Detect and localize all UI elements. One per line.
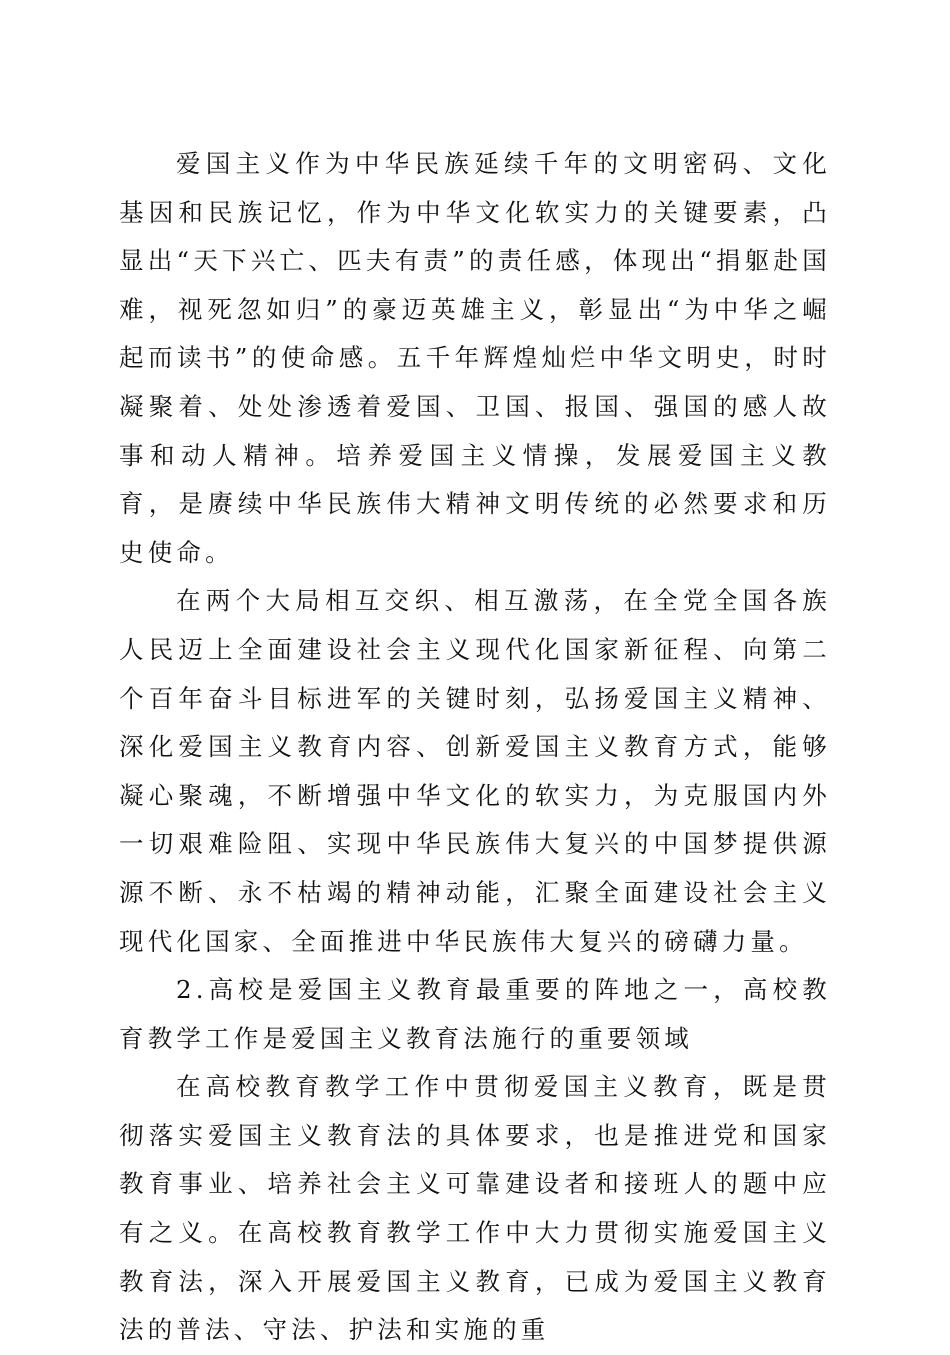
document-body: [119, 140, 831, 1355]
section-heading: 2.高校是爱国主义教育最重要的阵地之一，高校教育教学工作是爱国主义教育法施行的重要领域: [119, 975, 831, 1053]
paragraph-university-education: 在高校教育教学工作中贯彻爱国主义教育，既是贯彻落实爱国主义教育法的具体要求，也是推进党和国家教育事业、培养社会主义可靠建设者和接班人的题中应有之义。在高校教育教学工作中大力贯彻实施爱国主义教育法，深入开展爱国主义教育，已成为爱国主义教育法的普法、守法、护法和实施的重: [119, 1072, 831, 1345]
paragraph-patriotism-heritage: 爱国主义作为中华民族延续千年的文明密码、文化基因和民族记忆，作为中华文化软实力的关键要素，凸显出“天下兴亡、匹夫有责”的责任感，体现出“捐躯赴国难，视死忽如归”的豪迈英雄主义，彰显出“为中华之崛起而读书”的使命感。五千年辉煌灿烂中华文明史，时时凝聚着、处处渗透着爱国、卫国、报国、强国的感人故事和动人精神。培养爱国主义情操，发展爱国主义教育，是赓续中华民族伟大精神文明传统的必然要求和历史使命。: [119, 149, 831, 567]
paragraph-patriotism-new-era: 在两个大局相互交织、相互激荡，在全党全国各族人民迈上全面建设社会主义现代化国家新征程、向第二个百年奋斗目标进军的关键时刻，弘扬爱国主义精神、深化爱国主义教育内容、创新爱国主义教育方式，能够凝心聚魂，不断增强中华文化的软实力，为克服国内外一切艰难险阻、实现中华民族伟大复兴的中国梦提供源源不断、永不枯竭的精神动能，汇聚全面建设社会主义现代化国家、全面推进中华民族伟大复兴的磅礴力量。: [119, 586, 831, 956]
